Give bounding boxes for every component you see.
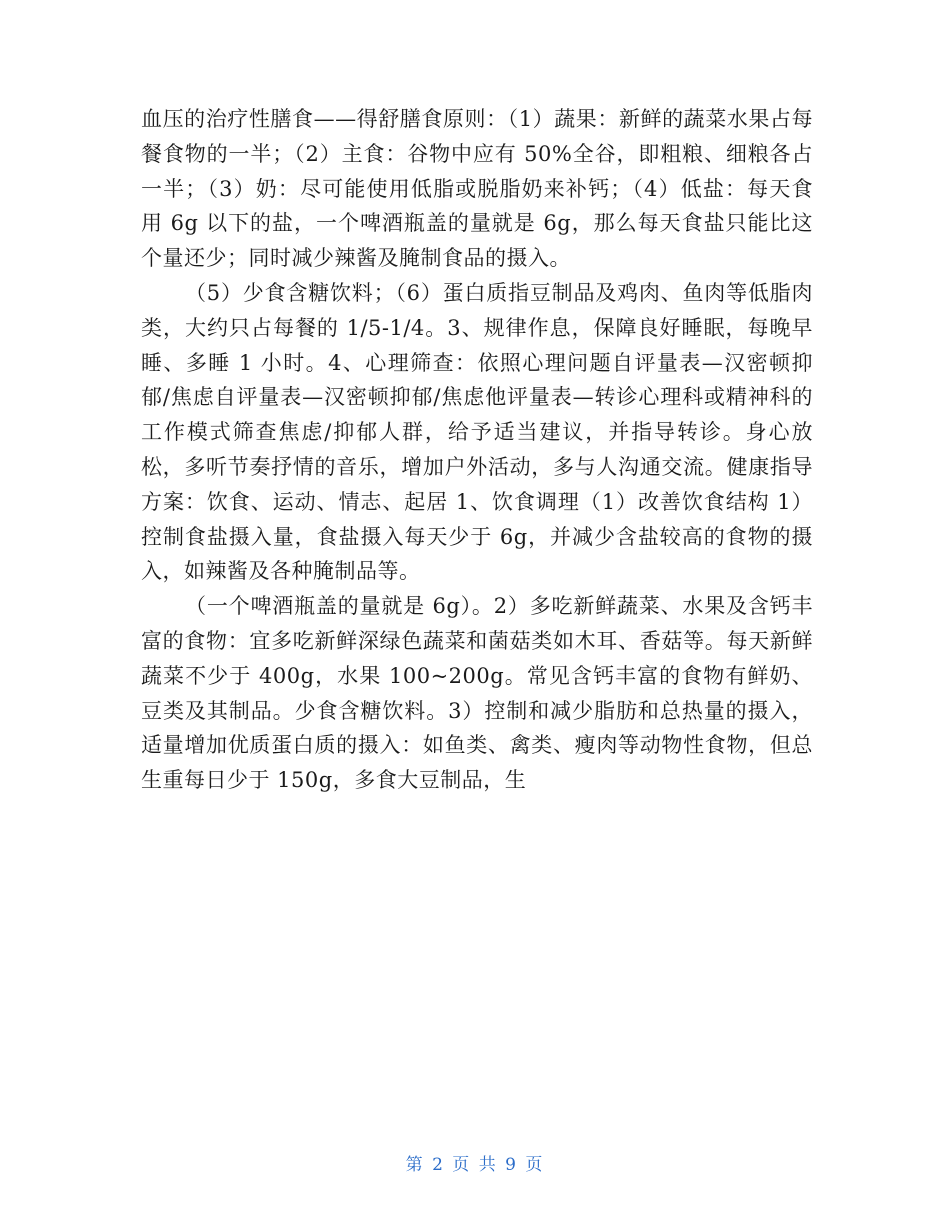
paragraph-3: （一个啤酒瓶盖的量就是 6g）。2）多吃新鲜蔬菜、水果及含钙丰富的食物：宜多吃新鲜深绿色蔬菜和菌菇类如木耳、香菇等。每天新鲜蔬菜不少于 400g，水果 100~200g。常见含钙丰富的食物有鲜奶、豆类及其制品。少食含糖饮料。3）控制和减少脂肪和总热量的摄入，适量增加优质蛋白质的摄入：如鱼类、禽类、瘦肉等动物性食物，但总生重每日少于 150g，多食大豆制品，生: [141, 594, 813, 793]
document-body: [141, 102, 813, 798]
paragraph-2: （5）少食含糖饮料；（6）蛋白质指豆制品及鸡肉、鱼肉等低脂肉类，大约只占每餐的 1/5-1/4。3、规律作息，保障良好睡眠，每晚早睡、多睡 1 小时。4、心理筛查：依照心理问题自评量表—汉密顿抑郁/焦虑自评量表—汉密顿抑郁/焦虑他评量表—转诊心理科或精神科的工作模式筛查焦虑/抑郁人群，给予适当建议，并指导转诊。身心放松，多听节奏抒情的音乐，增加户外活动，多与人沟通交流。健康指导方案：饮食、运动、情志、起居 1、饮食调理（1）改善饮食结构 1）控制食盐摄入量，食盐摄入每天少于 6g，并减少含盐较高的食物的摄入，如辣酱及各种腌制品等。: [141, 280, 813, 584]
page-number: 第 2 页 共 9 页: [405, 1155, 545, 1175]
paragraph-1: 血压的治疗性膳食——得舒膳食原则：（1）蔬果：新鲜的蔬菜水果占每餐食物的一半；（2）主食：谷物中应有 50%全谷，即粗粮、细粮各占一半；（3）奶：尽可能使用低脂或脱脂奶来补钙；（4）低盐：每天食用 6g 以下的盐，一个啤酒瓶盖的量就是 6g，那么每天食盐只能比这个量还少；同时减少辣酱及腌制食品的摄入。: [141, 107, 813, 271]
